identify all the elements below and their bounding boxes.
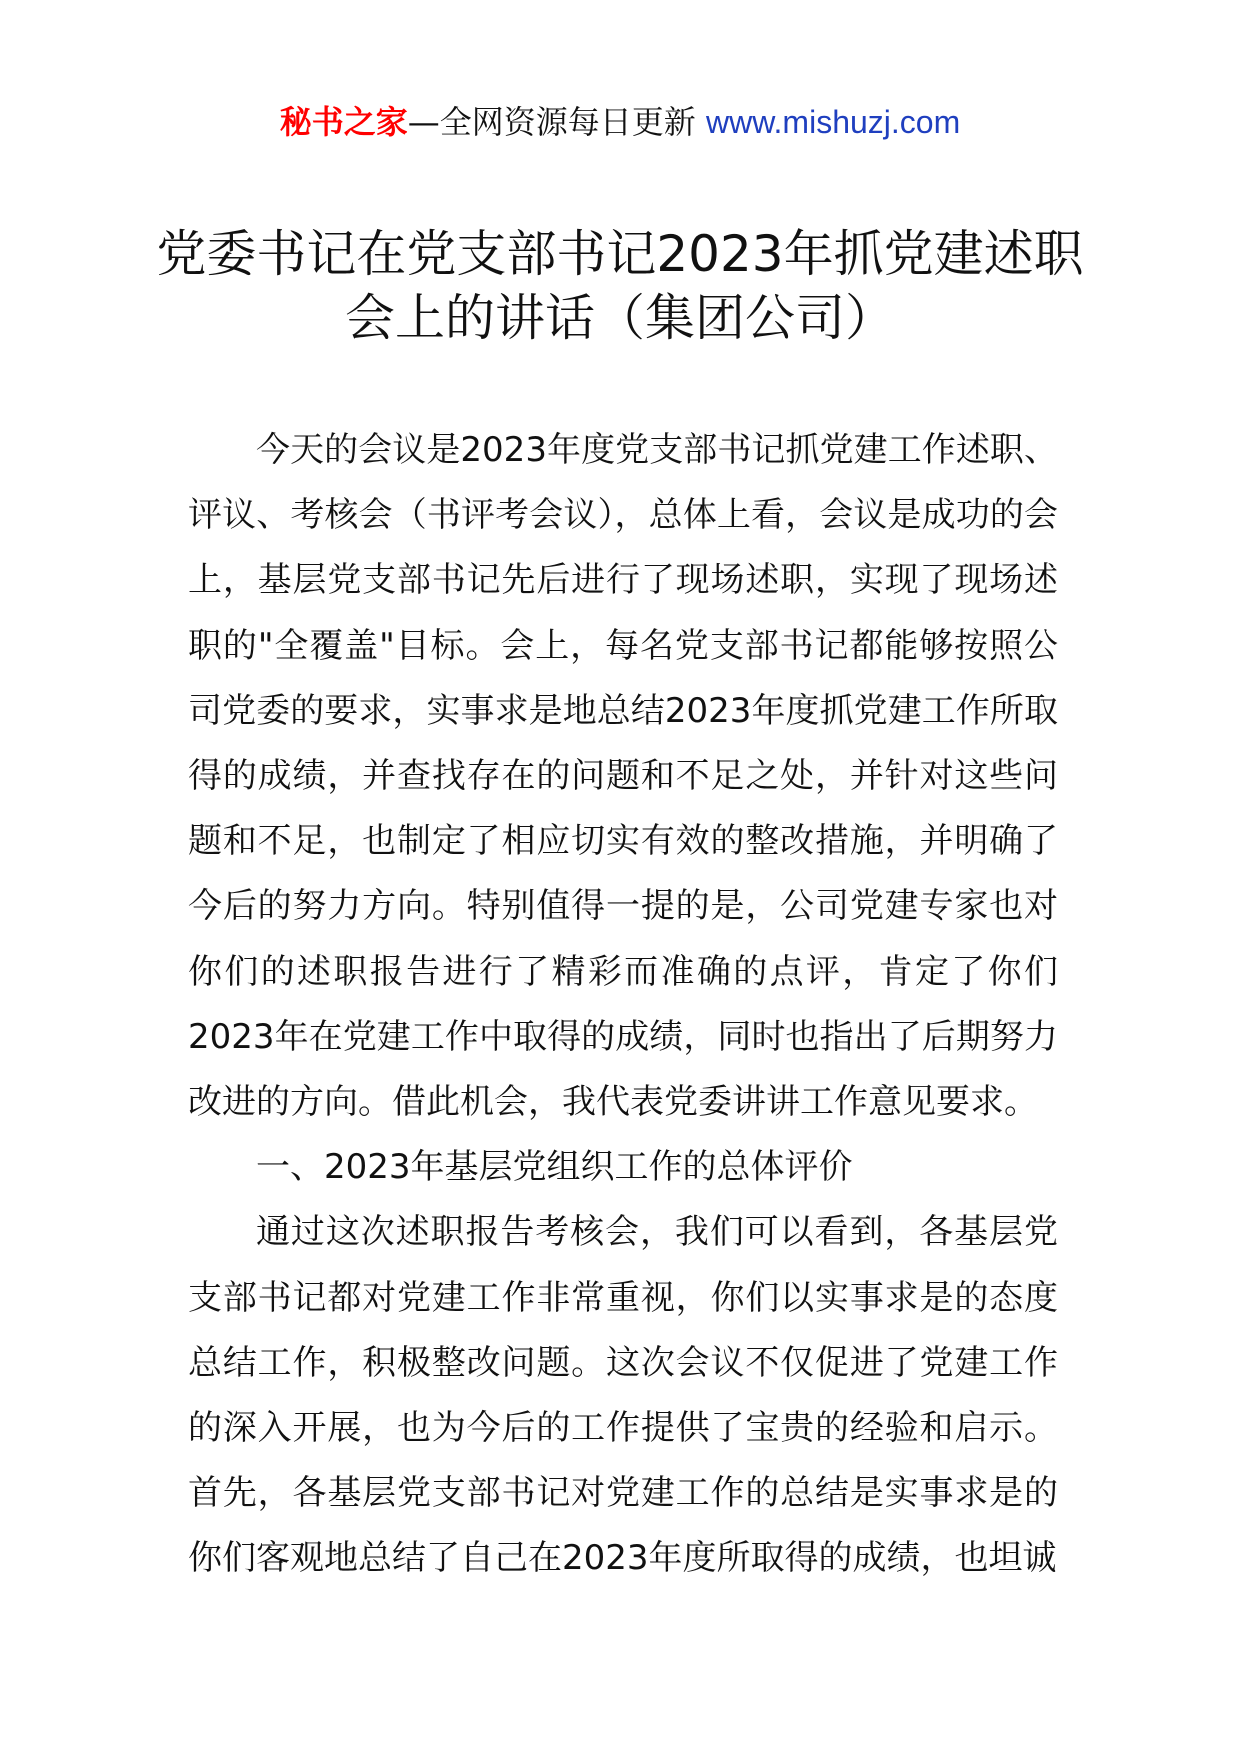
site-url-link[interactable]: www.mishuzj.com — [705, 104, 961, 140]
title-line-2: 会上的讲话（集团公司） — [345, 289, 895, 347]
header-tagline: —全网资源每日更新 — [407, 103, 696, 141]
document-body — [188, 418, 1058, 1592]
body-paragraph-1: 今天的会议是2023年度党支部书记抓党建工作述职、评议、考核会（书评考会议），总体上看，会议是成功的会上，基层党支部书记先后进行了现场述职，实现了现场述职的"全覆盖"目标。会上，每名党支部书记都能够按照公司党委的要求，实事求是地总结2023年度抓党建工作所取得的成绩，并查找存在的问题和不足之处，并针对这些问题和不足，也制定了相应切实有效的整改措施，并明确了今后的努力方向。特别值得一提的是，公司党建专家也对你们的述职报告进行了精彩而准确的点评，肯定了你们2023年在党建工作中取得的成绩，同时也指出了后期努力改进的方向。借此机会，我代表党委讲讲工作意见要求。 — [188, 430, 1058, 1123]
document-title — [150, 222, 1090, 350]
body-paragraph-2: 通过这次述职报告考核会，我们可以看到，各基层党支部书记都对党建工作非常重视，你们以实事求是的态度总结工作，积极整改问题。这次会议不仅促进了党建工作的深入开展，也为今后的工作提供了宝贵的经验和启示。首先，各基层党支部书记对党建工作的总结是实事求是的你们客观地总结了自己在2023年度所取得的成绩，也坦诚 — [188, 1212, 1058, 1579]
title-line-1: 党委书记在党支部书记2023年抓党建述职 — [156, 225, 1084, 283]
brand-name: 秘书之家 — [279, 103, 408, 141]
site-header — [0, 98, 1240, 146]
section-heading-1: 一、2023年基层党组织工作的总体评价 — [256, 1147, 853, 1188]
